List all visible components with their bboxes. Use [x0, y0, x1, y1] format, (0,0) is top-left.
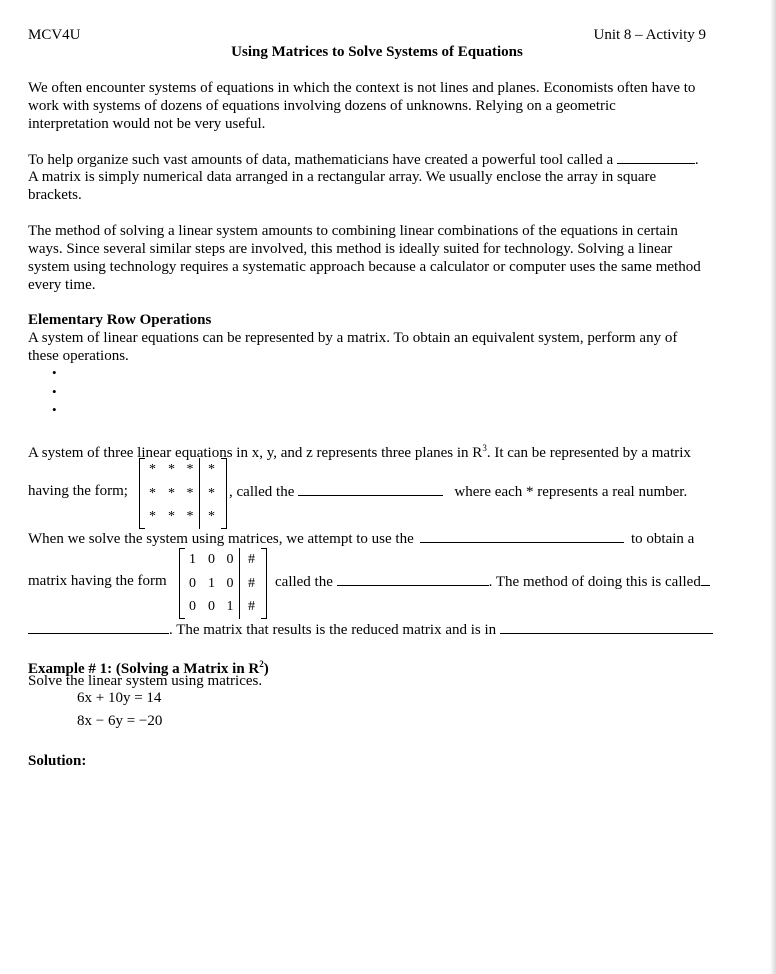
matrix-entry: * — [149, 485, 156, 501]
example-heading: ) — [263, 661, 269, 677]
system-text: . It can be represented by a matrix — [486, 445, 691, 461]
matrix-entry: 0 — [221, 572, 240, 596]
form-label: matrix having the form — [28, 573, 167, 589]
p2-line: A matrix is simply numerical data arranged in a rectangular array. We usually enclose the array in square — [28, 169, 657, 185]
solve-text: When we solve the system using matrices, we attempt to use the — [28, 531, 414, 547]
answer-blank[interactable] — [337, 572, 489, 586]
equation: 6x + 10y = 14 — [77, 690, 162, 706]
intro-line: interpretation would not be very useful. — [28, 116, 266, 132]
p2-line: brackets. — [28, 187, 82, 203]
worksheet-page: MCV4U Unit 8 – Activity 9 Using Matrices to Solve Systems of Equations We often encounter systems of equations in which the context is not lines and planes. Economists often have to work with systems of dozens of equations involving dozens of unknowns. Relying on a geometric interpretation would not be very useful. To help organize such vast amounts of data, mathematicians have created a powerful tool called a . A matrix is simply numerical data arranged in a rectangular array. We usually enclose the array in square brackets. The method of solving a linear system amounts to combining linear combinations of the equations in certain ways. Since several similar steps are involved, this method is ideally suited for technology. Solving a linear system using technology requires a systematic approach because a calculator or computer uses the same method every time. Elementary Row Operations A system of linear equations can be represented by a matrix. To obtain an equivalent system, perform any of these operations. • • • A system of three linear equations in x, y, and z represents three planes in $R^3$. It can be represented by a matrix having the form; * * * * * * * * * * * * , called the where each * represents a real number. When we solve the system using matrices, we attempt to use the to obtain a matrix having the form 1 0 0 # 0 1 0 # 0 0 1 # called the . The method of doing this is called . The matrix that results is the reduced matrix and is in Example # 1: (Solving a Matrix in $R^2$) Solve the linear system using matrices. 6x + 10y = 14 8x − 6y = −20 Solution: — [0, 0, 776, 974]
matrix-entry: * — [208, 485, 215, 501]
p3-line: ways. Since several similar steps are involved, this method is ideally suited for technology. Solving a linear — [28, 241, 673, 257]
matrix-entry: 1 — [189, 552, 196, 567]
result-text: . The matrix that results is the reduced matrix and is in — [169, 622, 497, 638]
form-label: having the form; — [28, 483, 128, 499]
matrix-entry: # — [248, 599, 255, 614]
solution-label: Solution: — [28, 753, 87, 769]
bracket-tick — [180, 618, 185, 619]
course-code: MCV4U — [28, 27, 81, 43]
bracket-tick — [140, 458, 145, 459]
matrix-entry: * — [181, 458, 200, 482]
answer-blank[interactable] — [500, 620, 713, 634]
intro-line: We often encounter systems of equations in which the context is not lines and planes. Economists often have to — [28, 80, 696, 96]
ero-line: A system of linear equations can be represented by a matrix. To obtain an equivalent system, perform any of — [28, 330, 678, 346]
augmented-matrix-general — [139, 458, 227, 529]
matrix-entry: 0 — [221, 548, 240, 572]
matrix-entry: * — [149, 509, 156, 524]
unit-label: Unit 8 – Activity 9 — [593, 27, 706, 43]
called-text: called the — [275, 574, 333, 590]
called-text: , called the — [229, 484, 295, 500]
p3-line: system using technology requires a systematic approach because a calculator or computer uses the same method — [28, 259, 701, 275]
matrix-entry: * — [149, 462, 156, 477]
p3-line: The method of solving a linear system amounts to combining linear combinations of the equations in certain — [28, 223, 678, 239]
augmented-matrix-reduced — [179, 548, 267, 619]
matrix-entry: 0 — [208, 552, 215, 567]
page-edge-shadow — [770, 0, 776, 974]
system-text: A system of three linear equations in x, y, and z represents three planes in R — [28, 445, 483, 461]
answer-blank[interactable] — [298, 482, 443, 496]
p3-line: every time. — [28, 277, 96, 293]
answer-blank[interactable] — [420, 529, 624, 543]
bracket-tick — [221, 458, 226, 459]
answer-blank[interactable] — [617, 150, 695, 164]
bullet-point: • — [52, 402, 57, 417]
method-text: . The method of doing this is called — [488, 574, 701, 590]
matrix-entry: * — [181, 482, 200, 506]
matrix-entry: * — [181, 505, 200, 529]
section-heading: Elementary Row Operations — [28, 312, 212, 328]
matrix-entry: 0 — [189, 599, 196, 614]
matrix-entry: # — [248, 552, 255, 567]
matrix-entry: 1 — [208, 575, 215, 591]
page-title: Using Matrices to Solve Systems of Equations — [231, 44, 523, 60]
answer-blank[interactable] — [701, 572, 710, 586]
p2-line: To help organize such vast amounts of data, mathematicians have created a powerful tool called a — [28, 152, 614, 168]
where-text: where each * represents a real number. — [454, 484, 688, 500]
superscript: 3 — [482, 443, 487, 453]
answer-blank[interactable] — [28, 620, 169, 634]
matrix-entry: 0 — [208, 599, 215, 614]
matrix-entry: * — [168, 485, 175, 501]
bullet-point: • — [52, 365, 57, 380]
matrix-entry: # — [248, 575, 255, 591]
solve-text: to obtain a — [631, 531, 695, 547]
superscript: 2 — [259, 659, 264, 669]
example-heading: Example # 1: (Solving a Matrix in R — [28, 661, 260, 677]
matrix-entry: * — [168, 462, 175, 477]
bracket-tick — [261, 548, 266, 549]
example-prompt: Solve the linear system using matrices. — [28, 673, 263, 689]
matrix-entry: * — [208, 509, 215, 524]
intro-line: work with systems of dozens of equations involving dozens of unknowns. Relying on a geometric — [28, 98, 616, 114]
matrix-entry: 1 — [221, 595, 240, 619]
matrix-entry: * — [208, 462, 215, 477]
matrix-entry: * — [168, 509, 175, 524]
matrix-entry: 0 — [189, 575, 196, 591]
ero-line: these operations. — [28, 348, 129, 364]
equation: 8x − 6y = −20 — [77, 713, 163, 729]
bracket-tick — [261, 618, 266, 619]
bullet-point: • — [52, 384, 57, 399]
bracket-tick — [180, 548, 185, 549]
